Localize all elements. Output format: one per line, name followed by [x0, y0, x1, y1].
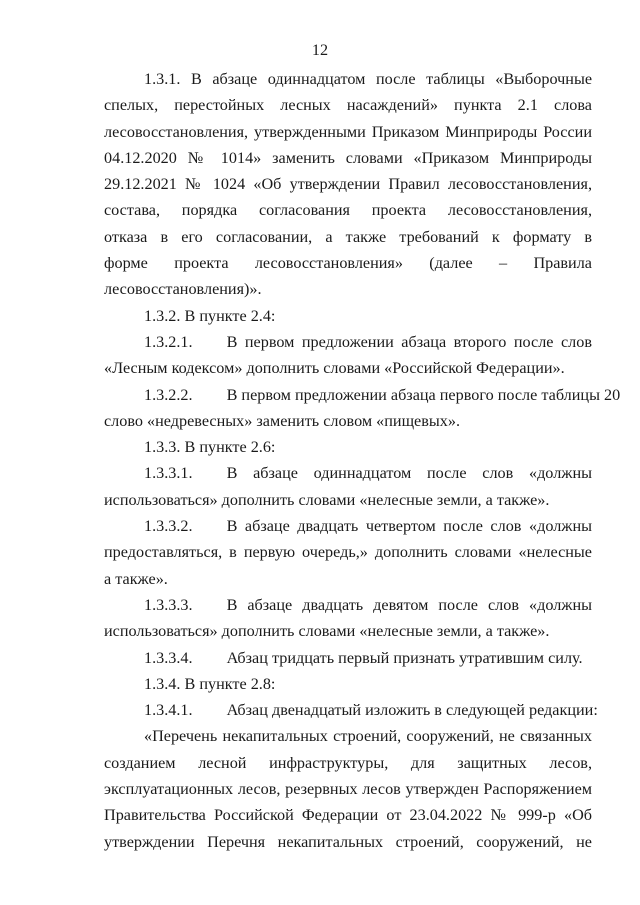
text-line: 1.3.1. В абзаце одиннадцатом после таблицы «Выборочные — [144, 70, 592, 88]
text-line: 04.12.2020 № 1014» заменить словами «Приказом Минприроды — [104, 148, 592, 167]
text-line: состава, порядка согласования проекта лесовосстановления, — [104, 201, 592, 220]
text-line: лесовосстановления, утвержденными Приказом Минприроды России — [104, 122, 592, 141]
clause-text: Абзац тридцать первый признать утратившим силу. — [226, 648, 583, 667]
text-line: использоваться» дополнить словами «нелесные земли, а также». — [104, 622, 550, 641]
text-line — [104, 513, 592, 539]
text-line: спелых, перестойных лесных насаждений» пункта 2.1 слова — [104, 96, 592, 115]
clause-text: В абзаце двадцать четвертом после слов «должны — [226, 517, 592, 536]
text-line: Правительства Российской Федерации от 23.04.2022 № 999-р «Об — [104, 806, 592, 825]
text-line: 1.3.2. В пункте 2.4: — [144, 306, 276, 325]
clause-number: 1.3.4.1. — [144, 701, 193, 720]
text-line: использоваться» дополнить словами «нелесные земли, а также». — [104, 490, 550, 509]
clause-number: 1.3.3.3. — [144, 595, 193, 614]
text-line: утверждении Перечня некапитальных строений, сооружений, не — [104, 832, 592, 851]
text-line — [104, 460, 592, 486]
text-line: отказа в его согласовании, а также требований к формату в — [104, 227, 592, 246]
clause-text: В первом предложении абзаца первого после таблицы 20 — [226, 385, 621, 404]
clause-number: 1.3.3.1. — [144, 464, 193, 483]
clause-number: 1.3.2.1. — [144, 332, 193, 351]
text-line: а также». — [104, 569, 168, 588]
text-line: предоставляться, в первую очередь,» дополнить словами «нелесные — [104, 543, 592, 562]
text-line — [104, 645, 592, 671]
clause-number: 1.3.3.2. — [144, 517, 193, 536]
document-body — [104, 66, 621, 855]
clause-text: Абзац двенадцатый изложить в следующей редакции: — [226, 701, 598, 720]
text-line — [104, 329, 592, 355]
text-line: 1.3.4. В пункте 2.8: — [144, 674, 276, 693]
text-line: лесовосстановления)». — [104, 280, 262, 299]
text-line: эксплуатационных лесов, резервных лесов утвержден Распоряжением — [104, 780, 592, 799]
clause-number: 1.3.2.2. — [144, 385, 193, 404]
clause-number: 1.3.3.4. — [144, 648, 193, 667]
clause-text: В абзаце одиннадцатом после слов «должны — [226, 464, 592, 483]
text-line: форме проекта лесовосстановления» (далее – Правила — [104, 254, 592, 273]
text-line — [104, 697, 598, 723]
text-line — [104, 592, 592, 618]
page-number: 12 — [311, 41, 329, 59]
text-line: 1.3.3. В пункте 2.6: — [144, 438, 276, 457]
clause-text: В первом предложении абзаца второго после слов — [226, 332, 592, 351]
text-line: «Перечень некапитальных строений, сооружений, не связанных — [144, 727, 592, 746]
text-line: 29.12.2021 № 1024 «Об утверждении Правил лесовосстановления, — [104, 175, 592, 194]
text-line — [104, 382, 621, 408]
text-line: слово «недревесных» заменить словом «пищевых». — [104, 411, 460, 430]
text-line: созданием лесной инфраструктуры, для защитных лесов, — [104, 753, 592, 772]
text-line: «Лесным кодексом» дополнить словами «Российской Федерации». — [104, 359, 565, 378]
clause-text: В абзаце двадцать девятом после слов «должны — [226, 595, 592, 614]
